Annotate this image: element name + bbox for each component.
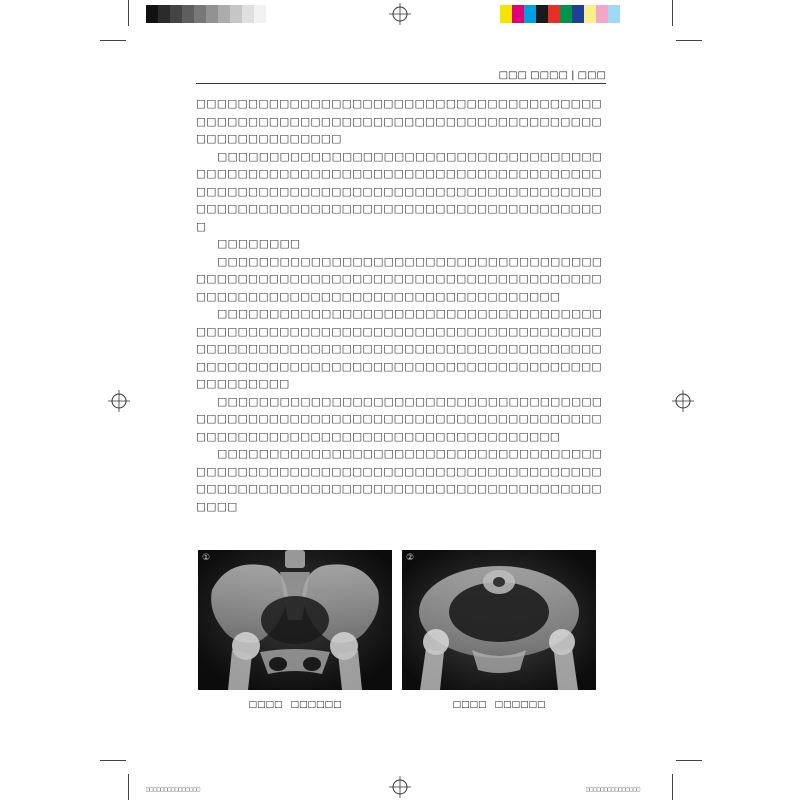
registration-mark-top [389, 3, 411, 25]
crop-mark [672, 0, 673, 26]
color-swatch [524, 5, 536, 23]
running-title: □□□ □□□□ | □□□ [498, 70, 606, 81]
color-swatch [608, 5, 620, 23]
running-header [196, 70, 606, 84]
paragraph: □□□□□□□□□□□□□□□□□□□□□□□□□□□□□□□□□□□□□□□□□□□□□□□□□□□□□□□□□□□□□□□□□□□□□□□□□□□□□□□□□□□□□□□□□□□□□□□□□□□□□□□□□□□□□□□□□□□□□□□□□□□□□□□□□□□□□□□□□□□□□□□□□□□□□□□□□□□□□□□□□□□ [196, 308, 603, 390]
paragraph: □□□□□□□□□□□□□□□□□□□□□□□□□□□□□□□□□□□□□□□□□□□□□□□□□□□□□□□□□□□□□□□□□□□□□□□□□□□□□□□□□□□□□□□□□□□□□□□□□□□□□□□□□□□□□□□ [196, 395, 603, 443]
crop-mark [676, 40, 702, 41]
registration-mark-left [108, 390, 130, 412]
color-swatch [548, 5, 560, 23]
figure-number-label: ① [202, 553, 211, 563]
color-swatch [596, 5, 608, 23]
figure-caption-text: □□□□□□ [290, 700, 342, 710]
color-swatch [242, 5, 254, 23]
section-heading: □□□□□□□□ [217, 238, 301, 250]
figure-caption-text: □□□□□□ [494, 700, 546, 710]
grayscale-color-bar [146, 5, 278, 23]
color-swatch [512, 5, 524, 23]
color-swatch [206, 5, 218, 23]
figure-caption-1 [198, 700, 392, 710]
crop-mark [100, 40, 126, 41]
figure-caption-number: □□□□ [248, 700, 283, 710]
print-slug-left: □□□□□□□□□□□□□□□ [146, 786, 201, 793]
registration-mark-right [672, 390, 694, 412]
figure-caption-number: □□□□ [452, 700, 487, 710]
crop-mark [100, 760, 126, 761]
color-swatch [230, 5, 242, 23]
crop-mark [128, 774, 129, 800]
body-text [196, 96, 606, 516]
crop-mark [128, 0, 129, 26]
xray-figure-1 [198, 550, 392, 690]
paragraph: □□□□□□□□□□□□□□□□□□□□□□□□□□□□□□□□□□□□□□□□□□□□□□□□□□□□□□□□□□□□□□□□□□□□□□□□□□□□□□□□□□□□□□□□□□□□□□□□□□□□□□□□□□□□□□□□□□□□□□□ [196, 448, 603, 513]
color-swatch [194, 5, 206, 23]
color-swatch [266, 5, 278, 23]
crop-mark [676, 760, 702, 761]
color-swatch [620, 5, 632, 23]
figure-caption-2 [402, 700, 596, 710]
color-swatch [500, 5, 512, 23]
registration-mark-bottom [389, 776, 411, 798]
process-color-bar [500, 5, 632, 23]
pelvis-inlet-xray-image [402, 550, 596, 690]
pelvis-xray-image [198, 550, 392, 690]
xray-figure-2 [402, 550, 596, 690]
color-swatch [254, 5, 266, 23]
color-swatch [218, 5, 230, 23]
paragraph: □□□□□□□□□□□□□□□□□□□□□□□□□□□□□□□□□□□□□□□□□□□□□□□□□□□□□□□□□□□□□□□□□□□□□□□□□□□□□□□□□□□□□□□□□□□□□□□□□□□□□□□□□□□□□□□□□□□□□□□□□□□□□□□□□□□□□□□□□□□□□□□□□□□□□□□□□□□ [196, 150, 603, 233]
figure-number-label: ② [406, 553, 415, 563]
color-swatch [182, 5, 194, 23]
print-slug-right: □□□□□□□□□□□□□□□ [586, 786, 641, 793]
paragraph: □□□□□□□□□□□□□□□□□□□□□□□□□□□□□□□□□□□□□□□□□□□□□□□□□□□□□□□□□□□□□□□□□□□□□□□□□□□□□□□□□□□□□□□□□□□□□□□□□□□□□□□□□□□□□□□ [196, 255, 603, 303]
color-swatch [158, 5, 170, 23]
crop-mark [672, 774, 673, 800]
color-swatch [146, 5, 158, 23]
color-swatch [572, 5, 584, 23]
paragraph: □□□□□□□□□□□□□□□□□□□□□□□□□□□□□□□□□□□□□□□□□□□□□□□□□□□□□□□□□□□□□□□□□□□□□□□□□□□□□□□□□□□□□□□□□□□□ [196, 98, 602, 145]
color-swatch [170, 5, 182, 23]
color-swatch [560, 5, 572, 23]
color-swatch [584, 5, 596, 23]
color-swatch [536, 5, 548, 23]
